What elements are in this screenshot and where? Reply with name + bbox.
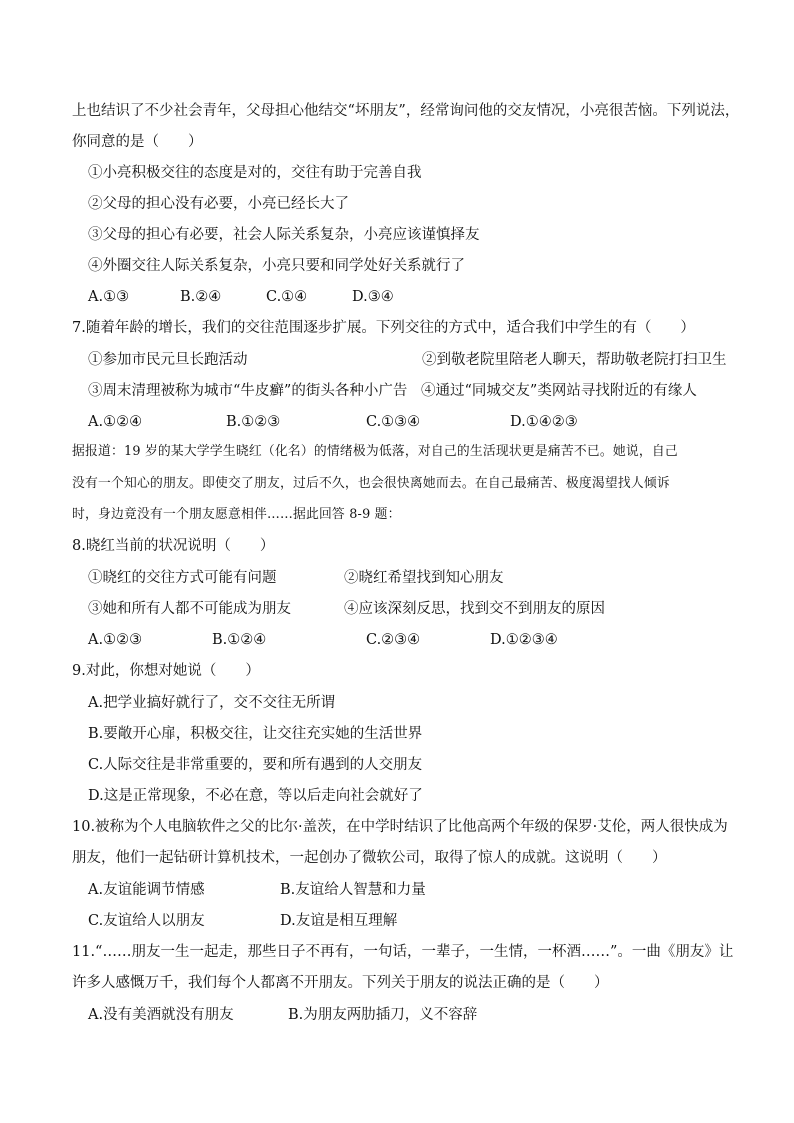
q6-statement-4: ④外圈交往人际关系复杂，小亮只要和同学处好关系就行了 (88, 258, 465, 274)
q6-option-a: A.①③ (88, 289, 130, 305)
q9-option-a: A.把学业搞好就行了，交不交往无所谓 (88, 695, 336, 711)
passage-line1: 据报道：19 岁的某大学学生晓红（化名）的情绪极为低落，对自己的生活现状更是痛苦不已。她说，自己 (72, 444, 678, 459)
q7-statement-1: ①参加市民元旦长跑活动 (88, 352, 248, 368)
q7-option-a: A.①②④ (88, 414, 143, 430)
q8-statement-1: ①晓红的交往方式可能有问题 (88, 570, 277, 586)
passage-line2: 没有一个知心的朋友。即使交了朋友，过后不久，也会很快离她而去。在自己最痛苦、极度渴望找人倾诉 (72, 476, 670, 491)
q10-option-d: D.友谊是相互理解 (280, 913, 398, 929)
q9-stem: 9.对此，你想对她说（ ） (72, 663, 260, 679)
q10-option-c: C.友谊给人以朋友 (88, 913, 205, 929)
q8-option-c: C.②③④ (366, 632, 421, 648)
q10-option-a: A.友谊能调节情感 (88, 882, 205, 898)
q6-statement-1: ①小亮积极交往的态度是对的，交往有助于完善自我 (88, 165, 422, 181)
q8-statement-2: ②晓红希望找到知心朋友 (344, 570, 504, 586)
q9-option-b: B.要敞开心扉，积极交往，让交往充实她的生活世界 (88, 726, 423, 742)
q7-statement-4: ④通过“同城交友”类网站寻找附近的有缘人 (421, 383, 697, 399)
q7-option-b: B.①②③ (226, 414, 281, 430)
q8-option-b: B.①②④ (212, 632, 267, 648)
q8-option-d: D.①②③④ (490, 632, 558, 648)
q6-option-b: B.②④ (180, 289, 222, 305)
q7-statement-3: ③周末清理被称为城市“牛皮癣”的街头各种小广告 (88, 383, 408, 399)
q10-stem-line1: 10.被称为个人电脑软件之父的比尔·盖茨，在中学时结识了比他高两个年级的保罗·艾伦，两人很快成为 (72, 819, 728, 835)
q10-stem-line2: 朋友，他们一起钻研计算机技术，一起创办了微软公司，取得了惊人的成就。这说明（ ） (72, 850, 667, 866)
q6-statement-3: ③父母的担心有必要，社会人际关系复杂，小亮应该谨慎择友 (88, 227, 480, 243)
q8-statement-3: ③她和所有人都不可能成为朋友 (88, 601, 291, 617)
q6-stem-line1: 上也结识了不少社会青年，父母担心他结交“坏朋友”，经常询问他的交友情况，小亮很苦恼。下列说法， (72, 103, 740, 119)
q8-option-a: A.①②③ (88, 632, 143, 648)
q6-statement-2: ②父母的担心没有必要，小亮已经长大了 (88, 196, 349, 212)
q10-option-b: B.友谊给人智慧和力量 (280, 882, 426, 898)
q6-stem-line2: 你同意的是（ ） (72, 134, 203, 150)
q9-option-d: D.这是正常现象，不必在意，等以后走向社会就好了 (88, 788, 423, 804)
q11-stem-line1: 11.“……朋友一生一起走，那些日子不再有，一句话，一辈子，一生情，一杯酒……”。一曲《朋友》让 (72, 944, 734, 960)
q7-option-c: C.①③④ (366, 414, 421, 430)
q8-stem: 8.晓红当前的状况说明（ ） (72, 538, 275, 554)
q7-option-d: D.①④②③ (510, 414, 578, 430)
q11-option-a: A.没有美酒就没有朋友 (88, 1007, 234, 1023)
passage-line3: 时，身边竟没有一个朋友愿意相伴……据此回答 8-9 题： (72, 507, 401, 522)
q6-option-c: C.①④ (266, 289, 308, 305)
q11-stem-line2: 许多人感慨万千，我们每个人都离不开朋友。下列关于朋友的说法正确的是（ ） (72, 975, 609, 991)
q8-statement-4: ④应该深刻反思，找到交不到朋友的原因 (344, 601, 605, 617)
q7-stem: 7.随着年龄的增长，我们的交往范围逐步扩展。下列交往的方式中，适合我们中学生的有（ ） (72, 320, 695, 336)
q11-option-b: B.为朋友两肋插刀，义不容辞 (288, 1007, 478, 1023)
q6-option-d: D.③④ (352, 289, 394, 305)
q7-statement-2: ②到敬老院里陪老人聊天，帮助敬老院打扫卫生 (422, 352, 727, 368)
q9-option-c: C.人际交往是非常重要的，要和所有遇到的人交朋友 (88, 757, 423, 773)
